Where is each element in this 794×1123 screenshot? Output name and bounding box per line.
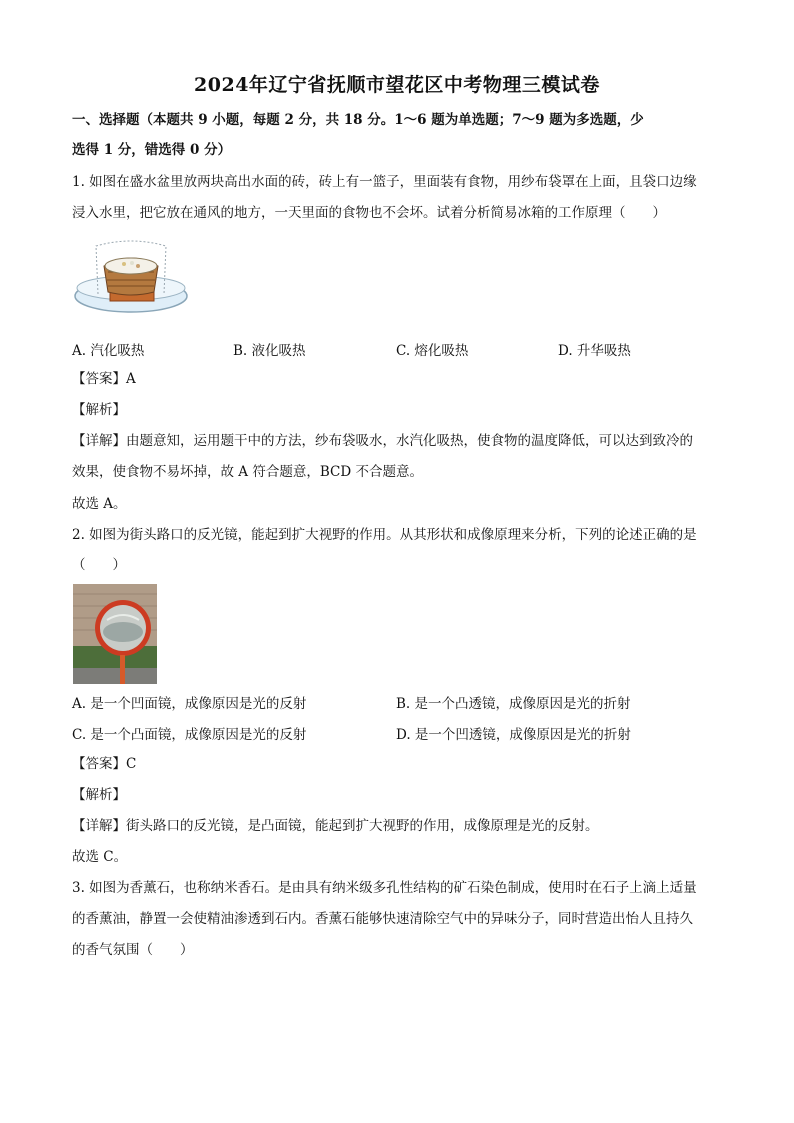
q3-stem-line-2: 的香薰油，静置一会使精油渗透到石内。香薰石能够快速清除空气中的异味分子，同时营造出怡人且持久 (72, 911, 693, 927)
section-heading-line-1: 一、选择题（本题共 9 小题，每题 2 分，共 18 分。1～6 题为单选题；7～9 题为多选题，少 (72, 112, 644, 128)
q1-option-a: A. 汽化吸热 (72, 343, 145, 359)
page-title: 2024年辽宁省抚顺市望花区中考物理三模试卷 (194, 74, 600, 96)
q1-detail-line-1: 【详解】由题意知，运用题干中的方法，纱布袋吸水，水汽化吸热，使食物的温度降低，可以达到致冷的 (72, 433, 693, 449)
q1-stem-line-1: 1. 如图在盛水盆里放两块高出水面的砖，砖上有一篮子，里面装有食物，用纱布袋罩在上面，且袋口边缘 (72, 174, 697, 190)
section-heading-line-2: 选得 1 分，错选得 0 分） (72, 142, 232, 158)
q3-stem-line-1: 3. 如图为香薰石，也称纳米香石。是由具有纳米级多孔性结构的矿石染色制成，使用时在石子上滴上适量 (72, 880, 697, 896)
q2-option-b: B. 是一个凸透镜，成像原因是光的折射 (396, 696, 631, 712)
q1-stem-line-2: 浸入水里，把它放在通风的地方，一天里面的食物也不会坏。试着分析简易冰箱的工作原理（ ） (72, 205, 666, 221)
q3-stem-line-3: 的香气氛围（ ） (72, 942, 194, 958)
q1-option-b: B. 液化吸热 (233, 343, 306, 359)
q1-analysis-label: 【解析】 (72, 402, 126, 418)
q1-option-d: D. 升华吸热 (558, 343, 631, 359)
q2-option-c: C. 是一个凸面镜，成像原因是光的反射 (72, 727, 307, 743)
q2-detail-line-1: 【详解】街头路口的反光镜，是凸面镜，能起到扩大视野的作用，成像原理是光的反射。 (72, 818, 599, 834)
convex-mirror-image (73, 584, 157, 684)
q2-choose: 故选 C。 (72, 849, 128, 865)
q2-answer: 【答案】C (72, 756, 137, 772)
q1-option-c: C. 熔化吸热 (396, 343, 469, 359)
q2-option-a: A. 是一个凹面镜，成像原因是光的反射 (72, 696, 307, 712)
q1-answer: 【答案】A (72, 371, 136, 387)
q2-stem-line-2: （ ） (72, 557, 126, 573)
q1-choose: 故选 A。 (72, 496, 127, 512)
q2-analysis-label: 【解析】 (72, 787, 126, 803)
q2-option-d: D. 是一个凹透镜，成像原因是光的折射 (396, 727, 631, 743)
q2-stem-line-1: 2. 如图为街头路口的反光镜，能起到扩大视野的作用。从其形状和成像原理来分析，下列的论述正确的是 (72, 527, 697, 543)
simple-fridge-image (72, 236, 190, 320)
q1-detail-line-2: 效果，使食物不易坏掉，故 A 符合题意，BCD 不合题意。 (72, 464, 423, 480)
